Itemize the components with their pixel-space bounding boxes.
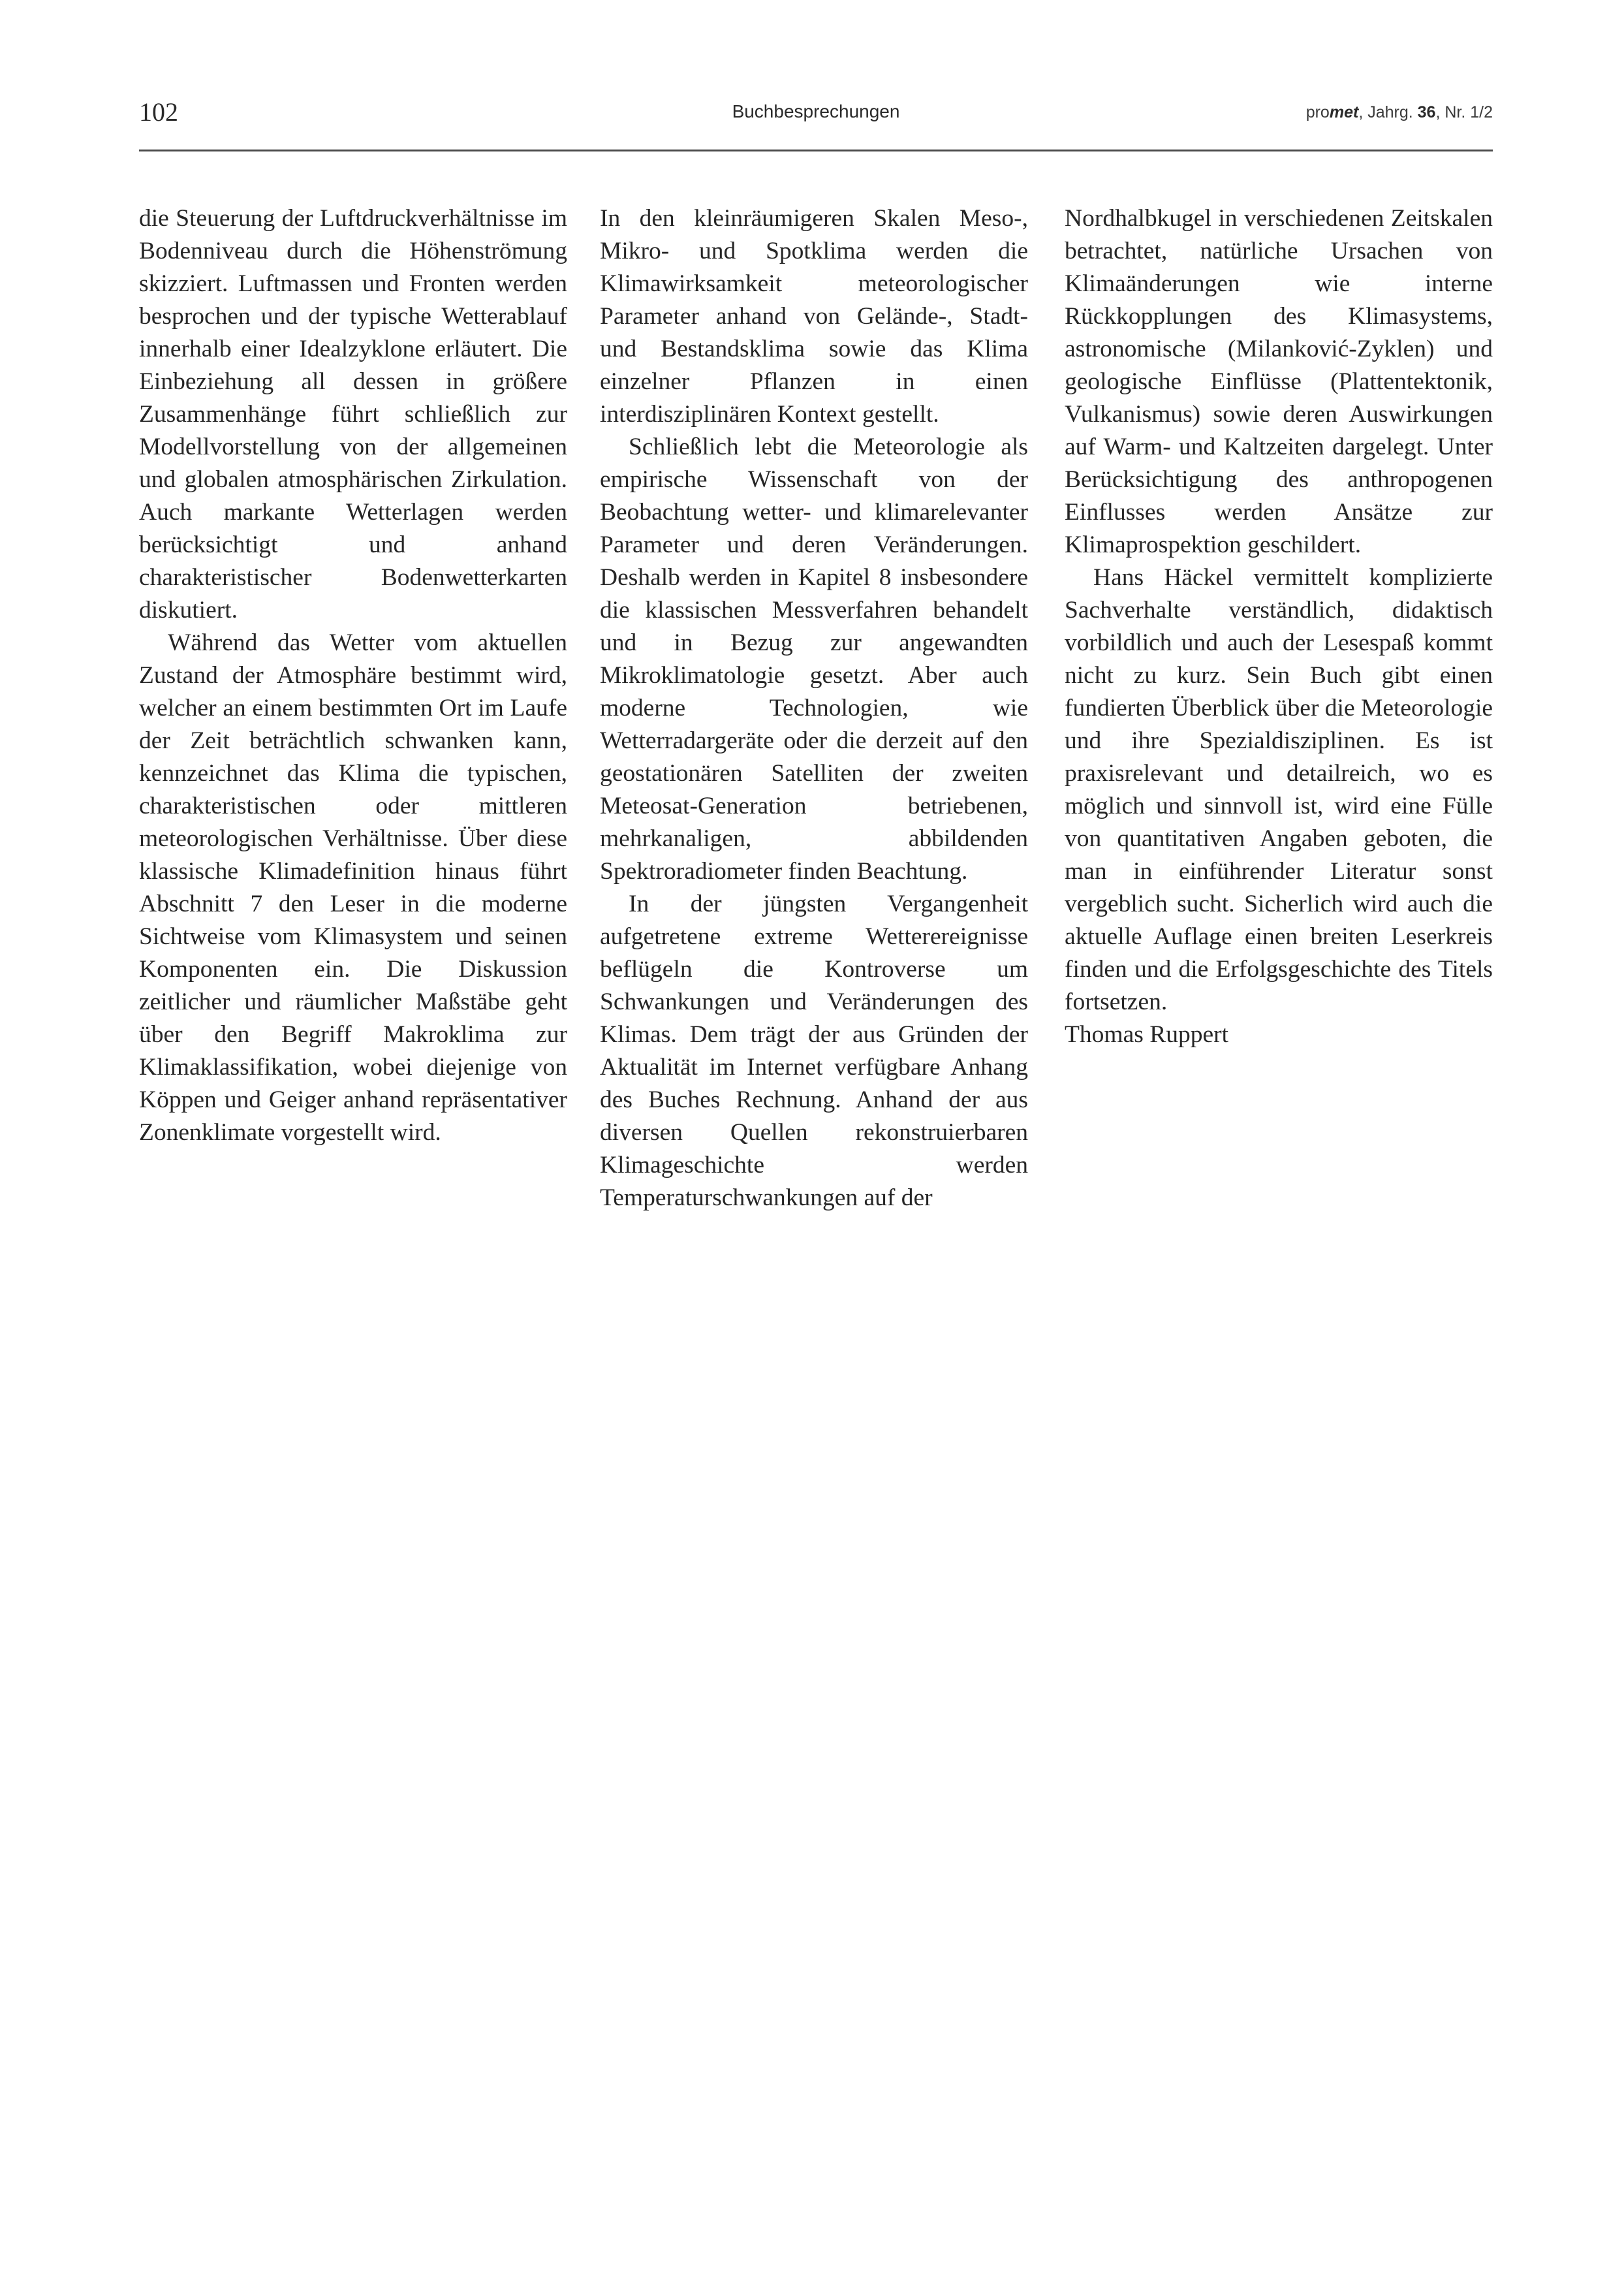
text-column-1 (139, 202, 567, 1149)
page-header (139, 98, 1493, 151)
journal-issue: , Nr. 1/2 (1435, 103, 1493, 121)
journal-year-label: , Jahrg. (1358, 103, 1418, 121)
paragraph: In den kleinräumigeren Skalen Meso-, Mikro- und Spotklima werden die Klimawirksamkeit meteorologischer Parameter anhand von Gelände-, Stadt- und Bestandsklima sowie das Klima einzelner Pflanzen in einen interdisziplinären Kontext gestellt. (600, 205, 1028, 428)
page-number: 102 (139, 97, 178, 127)
paragraph: In der jüngsten Vergangenheit aufgetretene extreme Wetterereignisse beflügeln die Kontroverse um Schwankungen und Veränderungen des Klimas. Dem trägt der aus Gründen der Aktualität im Internet verfügbare Anhang des Buches Rechnung. Anhand der aus diversen Quellen rekonstruierbaren Klimageschichte werden Temperaturschwankungen auf der (600, 891, 1028, 1211)
paragraph: Schließlich lebt die Meteorologie als empirische Wissenschaft von der Beobachtung wetter- und klimarelevanter Parameter und deren Veränderungen. Deshalb werden in Kapitel 8 insbesondere die klassischen Messverfahren behandelt und in Bezug zur angewandten Mikroklimatologie gesetzt. Aber auch moderne Technologien, wie Wetterradargeräte oder die derzeit auf den geostationären Satelliten der zweiten Meteosat-Generation betriebenen, mehrkanaligen, abbildenden Spektroradiometer finden Beachtung. (600, 434, 1028, 885)
paragraph: Nordhalbkugel in verschiedenen Zeitskalen betrachtet, natürliche Ursachen von Klimaänderungen wie interne Rückkopplungen des Klimasystems, astronomische (Milanković-Zyklen) und geologische Einflüsse (Plattentektonik, Vulkanismus) sowie deren Auswirkungen auf Warm- und Kaltzeiten dargelegt. Unter Berücksichtigung des anthropogenen Einflusses werden Ansätze zur Klimaprospektion geschildert. (1065, 205, 1493, 558)
journal-name-prefix: pro (1305, 103, 1330, 121)
review-author-signature: Thomas Ruppert (1065, 1021, 1229, 1048)
section-title: Buchbesprechungen (732, 101, 900, 121)
journal-name-emphasis: met (1329, 103, 1359, 121)
paragraph: die Steuerung der Luftdruckverhältnisse im Bodenniveau durch die Höhenströmung skizziert. Luftmassen und Fronten werden besprochen und der typische Wetterablauf innerhalb einer Idealzyklone erläutert. Die Einbeziehung all dessen in größere Zusammenhänge führt schließlich zur Modellvorstellung von der allgemeinen und globalen atmosphärischen Zirkulation. Auch markante Wetterlagen werden berücksichtigt und anhand charakteristischer Bodenwetterkarten diskutiert. (139, 205, 567, 624)
journal-volume: 36 (1417, 103, 1436, 121)
text-column-3 (1065, 202, 1493, 1051)
paragraph: Hans Häckel vermittelt komplizierte Sachverhalte verständlich, didaktisch vorbildlich und auch der Lesespaß kommt nicht zu kurz. Sein Buch gibt einen fundierten Überblick über die Meteorologie und ihre Spezialdisziplinen. Es ist praxisrelevant und detailreich, wo es möglich und sinnvoll ist, wird eine Fülle von quantitativen Angaben geboten, die man in einführender Literatur sonst vergeblich sucht. Sicherlich wird auch die aktuelle Auflage einen breiten Leserkreis finden und die Erfolgsgeschichte des Titels fortsetzen. (1065, 564, 1493, 1015)
paragraph: Während das Wetter vom aktuellen Zustand der Atmosphäre bestimmt wird, welcher an einem bestimmten Ort im Laufe der Zeit beträchtlich schwanken kann, kennzeichnet das Klima die typischen, charakteristischen oder mittleren meteorologischen Verhältnisse. Über diese klassische Klimadefinition hinaus führt Abschnitt 7 den Leser in die moderne Sichtweise vom Klimasystem und seinen Komponenten ein. Die Diskussion zeitlicher und räumlicher Maßstäbe geht über den Begriff Makroklima zur Klimaklassifikation, wobei diejenige von Köppen und Geiger anhand repräsentativer Zonenklimate vorgestellt wird. (139, 629, 567, 1146)
text-column-2 (600, 202, 1028, 1214)
header-rule (139, 150, 1493, 151)
journal-reference (1306, 102, 1493, 123)
